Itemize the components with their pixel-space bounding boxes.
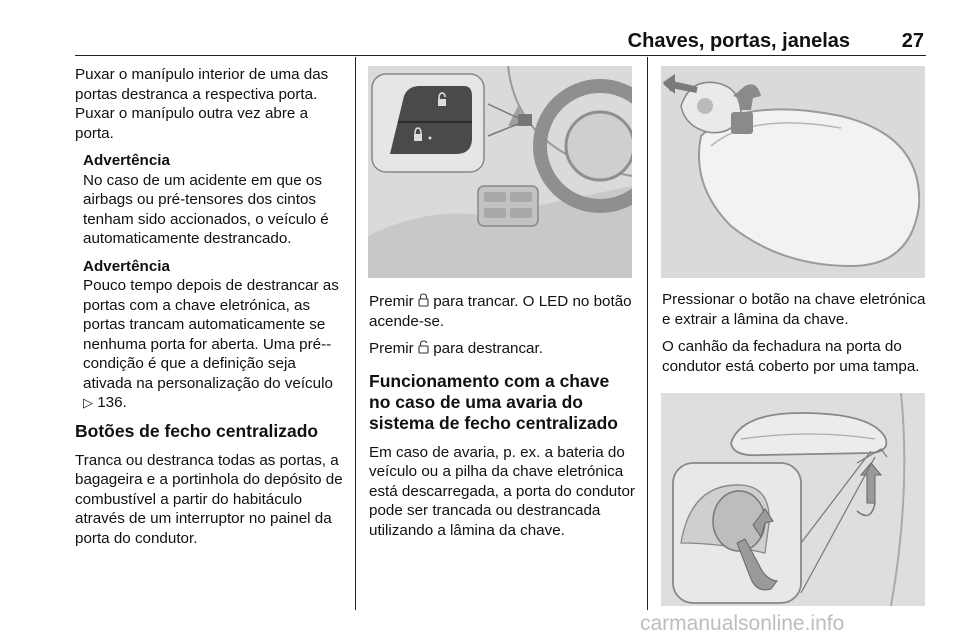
lock-text-before: Premir bbox=[369, 293, 414, 310]
lock-cylinder-paragraph: O canhão da fechadura na porta do condutor está coberto por uma tampa. bbox=[662, 338, 920, 375]
page-header-title: Chaves, portas, janelas bbox=[627, 30, 850, 52]
warning-heading: Advertência bbox=[83, 257, 170, 275]
door-switch-illustration bbox=[368, 66, 632, 278]
lock-instruction bbox=[369, 292, 635, 331]
warning-text: No caso de um acidente em que os airbags ou pré-tensores dos cintos tenham sido accionados, o veículo é automaticamente destrancado. bbox=[83, 171, 329, 247]
key-blade-caption: Pressionar o botão na chave eletrónica e extrair a lâmina da chave. bbox=[662, 291, 926, 328]
unlock-instruction bbox=[369, 339, 635, 359]
warning-text-with-ref bbox=[83, 276, 343, 413]
warning-block bbox=[83, 151, 343, 249]
key-operation-paragraph: Em caso de avaria, p. ex. a bateria do veículo ou a pilha da chave eletrónica está descarregada, a porta do condutor pode ser trancada ou destrancada utilizando a lâmina da chave. bbox=[369, 443, 635, 539]
key-blade-illustration bbox=[661, 66, 925, 278]
lock-text-after: para trancar. O LED no botão acende-se. bbox=[369, 293, 632, 330]
padlock-closed-icon bbox=[418, 293, 433, 310]
padlock-open-icon bbox=[418, 340, 433, 357]
header-rule bbox=[75, 55, 926, 56]
column-divider-left bbox=[355, 57, 356, 610]
intro-paragraph: Puxar o manípulo interior de uma das portas destranca a respectiva porta. Puxar o manípulo outra vez abre a porta. bbox=[75, 66, 329, 142]
door-handle-illustration bbox=[661, 393, 925, 606]
page-reference-link[interactable]: 136. bbox=[97, 394, 127, 411]
unlock-text-before: Premir bbox=[369, 340, 414, 357]
right-column bbox=[662, 290, 928, 384]
section-heading-key-operation: Funcionamento com a chave no caso de uma avaria do sistema de fecho centralizado bbox=[369, 370, 618, 433]
unlock-text-after: para destrancar. bbox=[433, 340, 543, 357]
warning-heading: Advertência bbox=[83, 152, 170, 169]
watermark: carmanualsonline.info bbox=[640, 612, 845, 635]
middle-column bbox=[369, 292, 635, 548]
column-divider-right bbox=[647, 57, 648, 610]
warning-text: Pouco tempo depois de destrancar as portas com a chave eletrónica, as portas trancam automaticamente se nenhuma porta for aberta. Uma pré--condição é que a definição seja ativada na personalização do veículo bbox=[83, 277, 339, 392]
warning-block bbox=[83, 257, 343, 413]
central-locking-paragraph: Tranca ou destranca todas as portas, a bagageira e a portinhola do depósito de combustível a partir do habitáculo através de um interruptor no painel da porta do condutor. bbox=[75, 451, 343, 547]
page-number: 27 bbox=[901, 30, 924, 52]
left-column bbox=[75, 65, 343, 556]
section-heading-central-locking: Botões de fecho centralizado bbox=[75, 420, 319, 441]
arrow-reference-icon: ▷ bbox=[83, 395, 93, 410]
